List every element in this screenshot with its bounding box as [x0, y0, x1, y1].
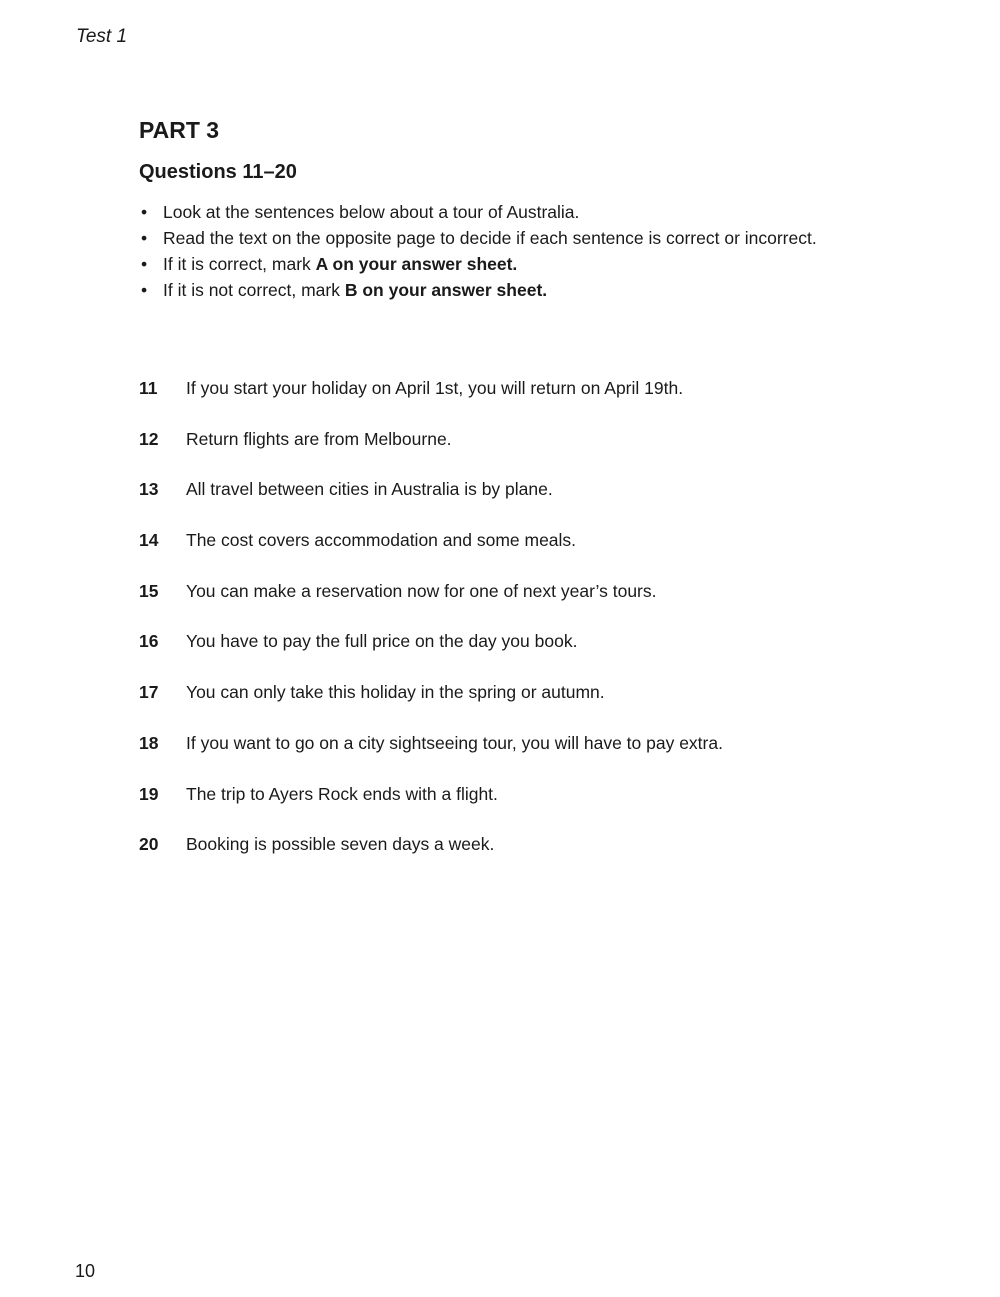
bullet-icon: •: [141, 254, 148, 274]
bullet-icon: •: [141, 228, 148, 248]
instruction-text: If it is correct, mark: [163, 254, 316, 274]
part-title: PART 3: [139, 117, 220, 143]
question-item: [139, 479, 899, 530]
instruction-emphasis: A on your answer sheet.: [315, 254, 518, 274]
question-number: 20: [139, 834, 159, 855]
question-text: You can only take this holiday in the spring or autumn.: [186, 682, 605, 703]
instruction-text: Read the text on the opposite page to decide if each sentence is correct or incorrect.: [163, 228, 817, 248]
question-item: [139, 834, 899, 885]
instruction-emphasis: B on your answer sheet.: [344, 280, 548, 300]
question-number: 16: [139, 631, 159, 652]
question-number: 11: [139, 378, 158, 398]
question-text: Return flights are from Melbourne.: [186, 428, 452, 449]
question-text: You have to pay the full price on the day you book.: [186, 631, 578, 652]
question-text: Booking is possible seven days a week.: [186, 834, 495, 855]
instruction-item: [139, 201, 859, 224]
questions-heading: Questions 11–20: [139, 161, 297, 183]
question-item: [139, 733, 899, 784]
question-number: 13: [139, 479, 159, 500]
instructions-list: [139, 201, 859, 305]
question-item: [139, 378, 899, 429]
question-item: [139, 682, 899, 733]
instruction-item: [139, 279, 859, 302]
question-item: [139, 530, 899, 581]
question-text: The cost covers accommodation and some meals.: [186, 530, 577, 551]
page-number: 10: [75, 1261, 96, 1281]
question-text: If you want to go on a city sightseeing tour, you will have to pay extra.: [186, 732, 723, 753]
question-item: [139, 631, 899, 682]
question-text: The trip to Ayers Rock ends with a flight.: [186, 783, 498, 804]
instruction-item: [139, 253, 859, 276]
question-number: 17: [139, 682, 159, 703]
question-number: 12: [139, 428, 159, 449]
question-text: If you start your holiday on April 1st, you will return on April 19th.: [186, 378, 684, 398]
question-item: [139, 784, 899, 835]
bullet-icon: •: [141, 202, 148, 222]
question-text: All travel between cities in Australia is by plane.: [186, 479, 553, 500]
running-head: Test 1: [76, 26, 128, 47]
instruction-text: Look at the sentences below about a tour of Australia.: [163, 202, 580, 222]
question-item: [139, 581, 899, 632]
question-list: [139, 378, 899, 885]
instruction-text: If it is not correct, mark: [163, 280, 345, 300]
question-number: 14: [139, 530, 159, 551]
bullet-icon: •: [141, 280, 148, 300]
instruction-item: [139, 227, 859, 250]
question-number: 19: [139, 783, 159, 804]
question-number: 15: [139, 580, 159, 601]
question-item: [139, 429, 899, 480]
question-number: 18: [139, 732, 159, 753]
question-text: You can make a reservation now for one of next year’s tours.: [186, 580, 657, 601]
